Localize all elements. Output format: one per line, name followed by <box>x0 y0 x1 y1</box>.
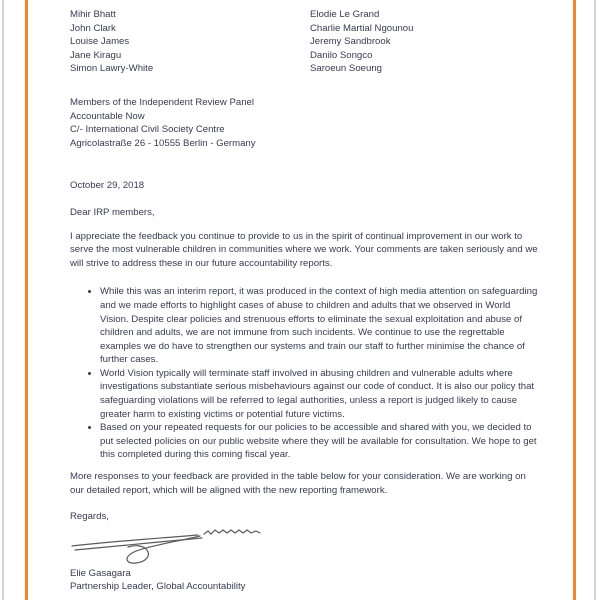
intro-paragraph: I appreciate the feedback you continue to provide to us in the spirit of continual improvement in our work to serve the most vulnerable children in communities where we work. Your comments are taken seriously and we will strive to address these in our future accountability reports. <box>70 230 538 269</box>
bullet-list <box>70 285 540 462</box>
signer-title: Partnership Leader, Global Accountability <box>70 581 246 593</box>
signer-name: Elie Gasagara <box>70 567 131 579</box>
recipient-name: Louise James <box>70 36 130 48</box>
address-line: Agricolastraße 26 - 10555 Berlin - Germany <box>70 137 256 149</box>
recipient-name: Charlie Martial Ngounou <box>310 22 414 34</box>
recipient-names-right <box>310 8 540 76</box>
recipient-names-left <box>70 8 310 76</box>
address-line: Members of the Independent Review Panel <box>70 96 254 108</box>
bullet-item: • Based on your repeated requests for our policies to be accessible and shared with you, we decided to put selected policies on our public website where they will be available for consultation. We hope to get this completed during this coming fiscal year. <box>100 421 540 462</box>
recipient-name: Jeremy Sandbrook <box>310 36 391 48</box>
recipient-names <box>70 8 540 76</box>
recipient-name: Jane Kiragu <box>70 49 122 61</box>
recipient-name: Mihir Bhatt <box>70 9 116 20</box>
closing-regards: Regards, <box>70 511 109 523</box>
bullet-item: • World Vision typically will terminate staff involved in abusing children and vulnerable adults where investigations substantiate serious misbehaviours against our code of conduct. It is also our policy that safeguarding violations will be referred to legal authorities, unless a report is judged likely to cause greater harm to existing victims or potential future victims. <box>100 367 540 421</box>
address-block <box>70 96 540 150</box>
page-edge-right <box>594 0 596 600</box>
orange-border-left <box>25 0 28 600</box>
signature-image <box>70 528 540 566</box>
letter-body <box>70 6 540 594</box>
more-responses-paragraph: More responses to your feedback are provided in the table below for your consideration. We are working on our detailed report, which will be aligned with the new reporting framework. <box>70 471 526 496</box>
address-line: Accountable Now <box>70 110 145 122</box>
recipient-name: Danilo Songco <box>310 49 373 61</box>
recipient-name: Saroeun Soeung <box>310 63 383 75</box>
bullet-item: • While this was an interim report, it was produced in the context of high media attention on safeguarding and we made efforts to highlight cases of abuse to children and adults that we observed in World Vision. Despite clear policies and strenuous efforts to eliminate the sexual exploitation and abuse of children and adults, we are not immune from such incidents. We continue to use the regrettable examples we do have to strengthen our systems and train our staff to further minimise the chance of further cases. <box>100 285 540 367</box>
letter-date: October 29, 2018 <box>70 180 145 192</box>
recipient-name: Elodie Le Grand <box>310 9 380 20</box>
page-edge-left <box>2 0 4 600</box>
recipient-name: Simon Lawry-White <box>70 63 154 75</box>
orange-border-right <box>573 0 576 600</box>
recipient-name: John Clark <box>70 22 116 34</box>
address-line: C/- International Civil Society Centre <box>70 124 225 136</box>
salutation: Dear IRP members, <box>70 206 155 218</box>
